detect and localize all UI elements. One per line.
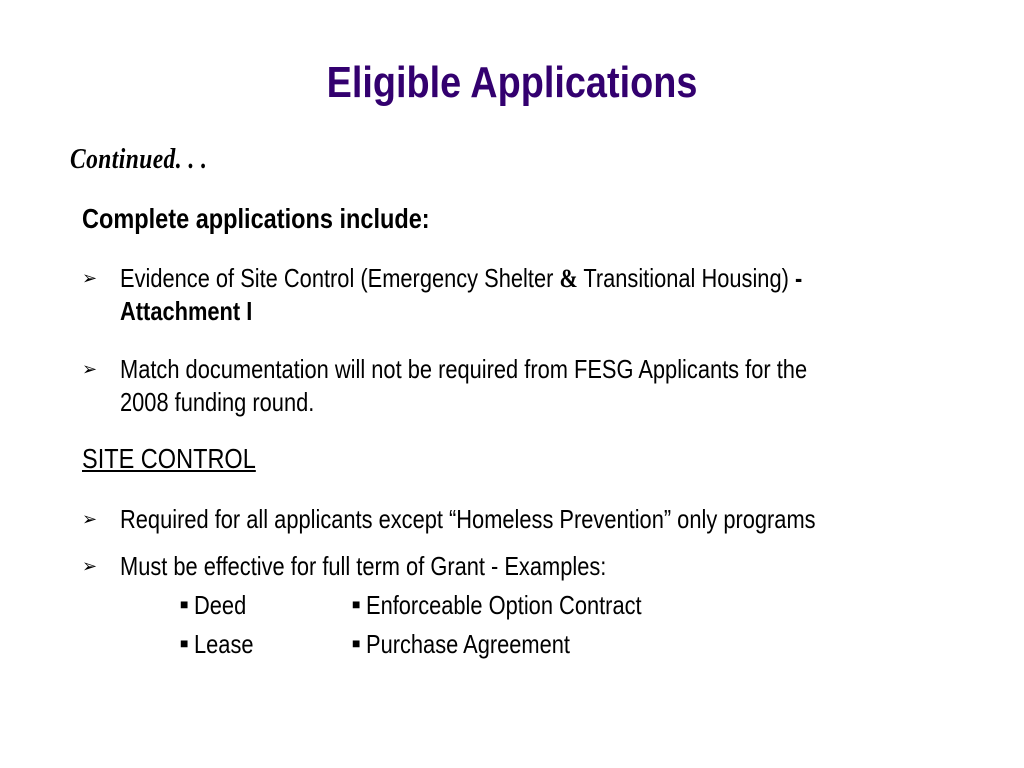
arrowhead-icon: ➢ (82, 509, 98, 529)
square-icon: ■ (352, 596, 361, 612)
square-icon: ■ (180, 596, 189, 612)
slide-title: Eligible Applications (326, 58, 698, 107)
square-icon: ■ (352, 635, 361, 651)
arrowhead-icon: ➢ (82, 268, 98, 288)
example-purchase-agreement: ■ Purchase Agreement (352, 629, 571, 659)
continued-label: Continued. . . (70, 144, 208, 175)
square-icon: ■ (180, 635, 189, 651)
arrowhead-icon: ➢ (82, 556, 98, 576)
example-lease: ■ Lease (180, 629, 254, 659)
example-enforceable-option-contract: ■ Enforceable Option Contract (352, 590, 643, 620)
example-deed: ■ Deed (180, 590, 247, 620)
arrowhead-icon: ➢ (82, 359, 98, 379)
section-heading-site-control: SITE CONTROL (82, 443, 256, 474)
section-heading-complete-applications: Complete applications include: (82, 203, 430, 234)
slide: Eligible Applications Continued. . . Complete applications include: ➢ Evidence of Site Control (Emergency Shelter & Transitional Housing) - Attachment I ➢ Match documentation will not be required from FESG Applicants for the 2008 funding round. SITE CONTROL ➢ Required for all applicants except “Homeless Prevention” only programs ➢ Must be effective for full term of Grant - Examples: ■ Deed ■ Enforceable Option Contract ■ Lease ■ Purchase Agreement (0, 0, 1024, 768)
